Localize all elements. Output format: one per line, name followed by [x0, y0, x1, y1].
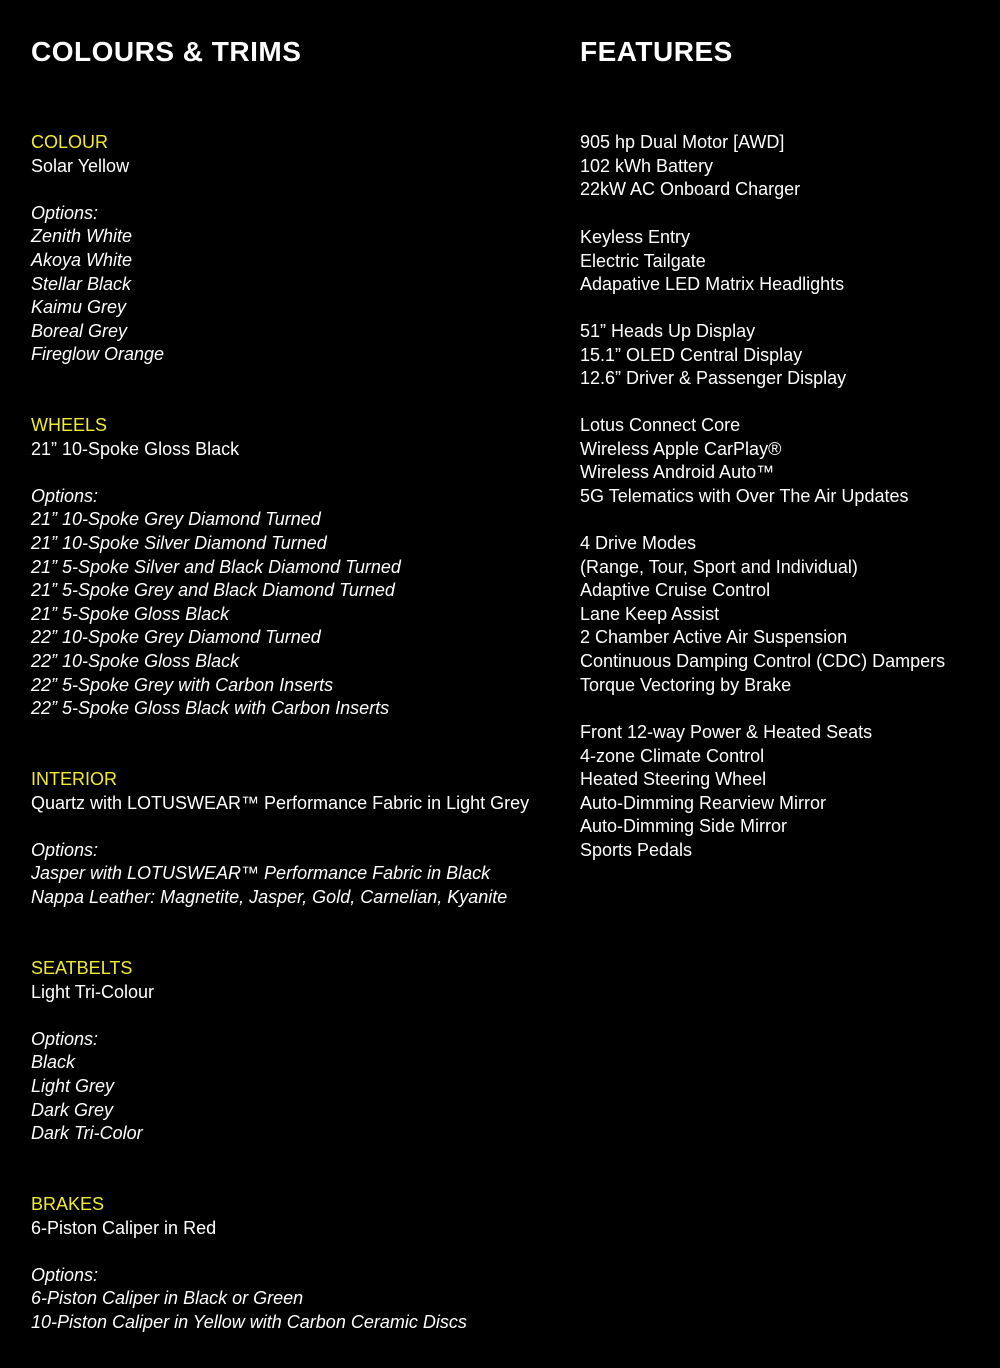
seatbelts-options-label: Options:: [31, 1028, 99, 1049]
wheels-option: 21” 10-Spoke Grey Diamond Turned: [31, 509, 321, 530]
feature-item: 102 kWh Battery: [580, 155, 714, 176]
feature-item: 12.6” Driver & Passenger Display: [580, 368, 847, 389]
feature-item: 2 Chamber Active Air Suspension: [580, 627, 848, 648]
feature-item: Auto-Dimming Rearview Mirror: [580, 792, 827, 813]
interior-options-label: Options:: [31, 839, 99, 860]
brakes-option: 10-Piston Caliper in Yellow with Carbon Ceramic Discs: [31, 1311, 467, 1332]
wheels-heading: WHEELS: [31, 415, 108, 435]
feature-item: 51” Heads Up Display: [580, 321, 756, 341]
colour-option: Akoya White: [31, 249, 133, 270]
wheels-option: 21” 5-Spoke Silver and Black Diamond Turned: [31, 556, 401, 577]
interior-standard: Quartz with LOTUSWEAR™ Performance Fabric in Light Grey: [31, 792, 530, 813]
colour-standard: Solar Yellow: [31, 155, 130, 176]
feature-item: Adapative LED Matrix Headlights: [580, 274, 845, 295]
wheels-options-label: Options:: [31, 485, 99, 506]
wheels-section: [31, 414, 401, 721]
feature-item: (Range, Tour, Sport and Individual): [580, 556, 858, 577]
seatbelts-heading: SEATBELTS: [31, 958, 133, 978]
feature-item: Lotus Connect Core: [580, 415, 741, 435]
features-group-exterior: [580, 226, 844, 297]
interior-option: Jasper with LOTUSWEAR™ Performance Fabric in Black: [31, 863, 491, 884]
features-group-driving: [580, 532, 945, 697]
interior-section: [31, 768, 529, 910]
feature-item: Wireless Android Auto™: [580, 462, 775, 483]
colour-options-label: Options:: [31, 202, 99, 223]
feature-item: Keyless Entry: [580, 227, 691, 247]
seatbelts-option: Dark Grey: [31, 1099, 114, 1120]
colour-section: [31, 131, 164, 367]
colour-heading: COLOUR: [31, 132, 109, 152]
wheels-option: 22” 5-Spoke Gloss Black with Carbon Inserts: [31, 698, 390, 719]
wheels-option: 22” 10-Spoke Gloss Black: [31, 650, 240, 671]
feature-item: Lane Keep Assist: [580, 603, 720, 624]
colour-option: Boreal Grey: [31, 320, 128, 341]
seatbelts-option: Black: [31, 1052, 76, 1073]
features-group-connectivity: [580, 414, 908, 508]
seatbelts-standard: Light Tri-Colour: [31, 981, 155, 1002]
colour-option: Zenith White: [31, 226, 133, 247]
colour-option: Kaimu Grey: [31, 297, 127, 318]
feature-item: 5G Telematics with Over The Air Updates: [580, 485, 909, 506]
feature-item: Heated Steering Wheel: [580, 769, 767, 790]
feature-item: Adaptive Cruise Control: [580, 580, 771, 601]
feature-item: 4-zone Climate Control: [580, 745, 765, 766]
wheels-standard: 21” 10-Spoke Gloss Black: [31, 438, 240, 459]
features-group-displays: [580, 320, 846, 391]
features-title: FEATURES: [580, 36, 733, 67]
feature-item: Front 12-way Power & Heated Seats: [580, 722, 873, 742]
colour-option: Stellar Black: [31, 273, 132, 294]
brakes-section: [31, 1193, 467, 1335]
brakes-heading: BRAKES: [31, 1194, 105, 1214]
feature-item: Continuous Damping Control (CDC) Dampers: [580, 650, 946, 671]
feature-item: Auto-Dimming Side Mirror: [580, 816, 788, 837]
colours-trims-title: COLOURS & TRIMS: [31, 36, 302, 67]
wheels-option: 21” 5-Spoke Gloss Black: [31, 603, 230, 624]
feature-item: 4 Drive Modes: [580, 533, 697, 553]
brakes-standard: 6-Piston Caliper in Red: [31, 1217, 217, 1238]
colour-option: Fireglow Orange: [31, 344, 165, 365]
features-group-powertrain: [580, 131, 800, 202]
feature-item: Electric Tailgate: [580, 250, 706, 271]
seatbelts-section: [31, 957, 154, 1146]
wheels-option: 21” 10-Spoke Silver Diamond Turned: [31, 532, 327, 553]
feature-item: 22kW AC Onboard Charger: [580, 179, 801, 200]
seatbelts-option: Dark Tri-Color: [31, 1123, 143, 1144]
features-group-comfort: [580, 721, 872, 863]
wheels-option: 22” 10-Spoke Grey Diamond Turned: [31, 627, 321, 648]
feature-item: Wireless Apple CarPlay®: [580, 438, 782, 459]
feature-item: 905 hp Dual Motor [AWD]: [580, 132, 785, 152]
wheels-option: 21” 5-Spoke Grey and Black Diamond Turned: [31, 580, 395, 601]
feature-item: Sports Pedals: [580, 839, 693, 860]
seatbelts-option: Light Grey: [31, 1075, 115, 1096]
brakes-options-label: Options:: [31, 1264, 99, 1285]
wheels-option: 22” 5-Spoke Grey with Carbon Inserts: [31, 674, 334, 695]
interior-heading: INTERIOR: [31, 769, 118, 789]
interior-option: Nappa Leather: Magnetite, Jasper, Gold, Carnelian, Kyanite: [31, 886, 508, 907]
brakes-option: 6-Piston Caliper in Black or Green: [31, 1288, 304, 1309]
feature-item: Torque Vectoring by Brake: [580, 674, 792, 695]
feature-item: 15.1” OLED Central Display: [580, 344, 803, 365]
